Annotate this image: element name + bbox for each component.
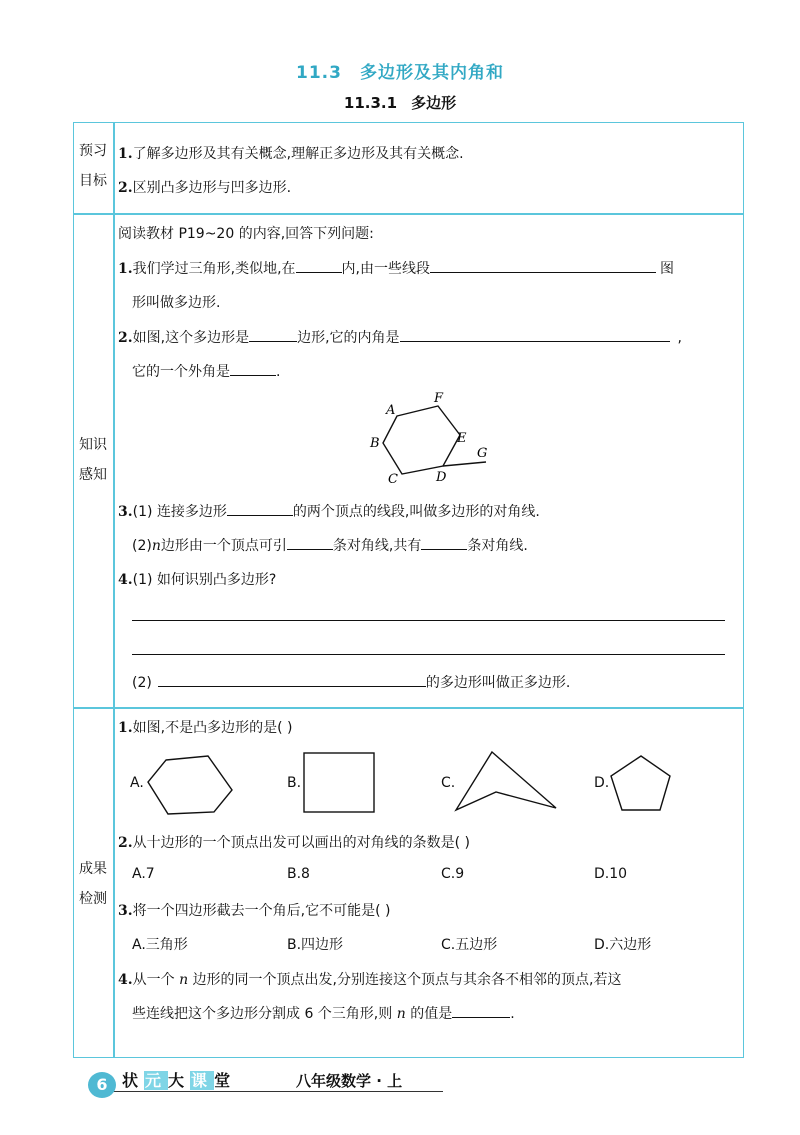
question-number: 4. [118,972,133,988]
vertex-label: D [436,470,447,485]
question-text: . [276,364,281,380]
variable-n: n [179,972,189,988]
book-title: 八年级数学 · 上 [296,1072,403,1090]
brand-char: 状 [122,1071,145,1090]
question-text: 的多边形叫做正多边形. [425,675,571,691]
question-text: 边形,它的内角是 [297,330,400,346]
question-text: 内,由一些线段 [341,261,430,277]
subsection-title-text: 多边形 [411,94,457,112]
question-4-line-1 [118,569,276,589]
check-label-line1: 成果 [79,861,107,877]
table-divider-2 [73,707,744,709]
question-number: 3. [118,504,133,520]
question-number: 2. [118,835,133,851]
answer-blank[interactable] [421,535,467,550]
question-text: 如图,不是凸多边形的是( ) [132,720,293,736]
question-text: 我们学过三角形,类似地,在 [132,261,296,277]
question-3-line-1 [118,501,540,521]
option-a[interactable]: A.7 [132,866,155,882]
option-b[interactable]: B.四边形 [287,937,344,953]
check-question-1 [118,717,292,737]
brand-char: 元 [145,1071,168,1090]
subsection-number: 11.3.1 [343,94,398,112]
brand-char: 课 [191,1071,214,1090]
question-2-line-1 [118,327,682,347]
question-text: 的两个顶点的线段,叫做多边形的对角线. [292,504,540,520]
question-number: 1. [118,720,133,736]
question-3-line-2 [132,535,528,555]
knowledge-label-line2: 感知 [79,467,107,483]
vertex-label: G [477,446,488,461]
option-a[interactable]: A.三角形 [132,937,188,953]
knowledge-intro: 阅读教材 P19~20 的内容,回答下列问题: [118,226,374,242]
answer-blank[interactable] [452,1003,510,1018]
subsection-title [0,92,800,113]
knowledge-label-line1: 知识 [79,437,107,453]
answer-blank[interactable] [249,327,297,342]
item-text: 区别凸多边形与凹多边形. [132,180,292,196]
check-label [73,854,113,914]
answer-blank[interactable] [230,361,276,376]
question-text: (1) 如何识别凸多边形? [132,572,277,588]
vertex-label: E [457,431,467,446]
item-number: 1. [118,146,133,162]
question-text: 些连线把这个多边形分割成 6 个三角形,则 [132,1006,393,1022]
check-question-2 [118,832,470,852]
question-text: (1) 连接多边形 [132,504,227,520]
vertex-label: F [434,392,444,406]
option-d[interactable]: D.六边形 [594,937,652,953]
section-title-text: 多边形及其内角和 [359,63,504,83]
table-divider-vertical [113,122,115,1058]
variable-n: n [151,538,161,554]
question-number: 4. [118,572,133,588]
question-text: 将一个四边形截去一个角后,它不可能是( ) [132,903,391,919]
question-text: 边形由一个顶点可引 [160,538,287,554]
hexagon-figure [360,392,500,488]
answer-blank[interactable] [430,258,656,273]
option-b-label[interactable]: B. [287,775,302,791]
polygon-shape [304,753,374,812]
check-label-line2: 检测 [79,891,107,907]
preview-label-line2: 目标 [79,173,107,189]
vertex-label: A [386,403,396,418]
option-c[interactable]: C.五边形 [441,937,498,953]
question-number: 1. [118,261,133,277]
question-number: 2. [118,330,133,346]
question-text: . [510,1006,515,1022]
brand-logo [122,1068,236,1091]
vertex-label: B [370,436,380,451]
option-d-shape[interactable] [606,752,676,816]
section-number: 11.3 [296,63,342,83]
option-b-shape[interactable] [300,750,378,816]
answer-line[interactable] [132,654,725,655]
question-1-line-2: 形叫做多边形. [132,295,221,311]
question-text: 条对角线,共有 [332,538,422,554]
answer-blank[interactable] [227,501,293,516]
answer-blank[interactable] [158,672,426,687]
question-number: 3. [118,903,133,919]
preview-label [73,136,113,196]
footer-rule [93,1091,443,1092]
option-b[interactable]: B.8 [287,866,310,882]
page-number: 6 [88,1072,116,1098]
question-2-line-2 [132,361,280,381]
table-divider-1 [73,213,744,215]
question-text: 边形的同一个顶点出发,分别连接这个顶点与其余各不相邻的顶点,若这 [192,972,622,988]
polygon-shape [456,752,556,810]
option-a-label[interactable]: A. [130,775,144,791]
brand-char: 堂 [214,1071,237,1090]
check-question-4-line-2 [132,1003,515,1023]
question-text: 条对角线. [467,538,528,554]
option-d[interactable]: D.10 [594,866,628,882]
preview-label-line1: 预习 [79,143,107,159]
option-d-label[interactable]: D. [594,775,610,791]
question-text: (2) [132,538,152,554]
polygon-shape [148,756,232,814]
item-number: 2. [118,180,133,196]
brand-char: 大 [168,1071,191,1090]
knowledge-label [73,430,113,490]
check-question-3 [118,900,390,920]
section-title [0,58,800,83]
answer-blank[interactable] [296,258,342,273]
vertex-label: C [388,472,398,487]
question-text: 的值是 [410,1006,453,1022]
question-text: 它的一个外角是 [132,364,230,380]
answer-blank[interactable] [287,535,333,550]
polygon-shape [611,756,670,810]
option-a-shape[interactable] [144,752,236,818]
question-text: , [677,330,682,346]
preview-item-1 [118,143,464,163]
question-text: 从十边形的一个顶点出发可以画出的对角线的条数是( ) [132,835,470,851]
question-text: 图 [659,261,674,277]
answer-line[interactable] [132,620,725,621]
option-c[interactable]: C.9 [441,866,465,882]
question-text: 如图,这个多边形是 [132,330,250,346]
option-c-label[interactable]: C. [441,775,456,791]
answer-blank[interactable] [400,327,670,342]
question-4-line-2 [132,672,570,692]
variable-n: n [396,1006,406,1022]
extension-line [443,462,486,466]
check-question-4-line-1 [118,969,621,989]
item-text: 了解多边形及其有关概念,理解正多边形及其有关概念. [132,146,464,162]
preview-item-2 [118,177,291,197]
question-text: (2) [132,675,152,691]
question-1-line-1 [118,258,674,278]
option-c-shape[interactable] [452,748,560,816]
question-text: 从一个 [132,972,175,988]
